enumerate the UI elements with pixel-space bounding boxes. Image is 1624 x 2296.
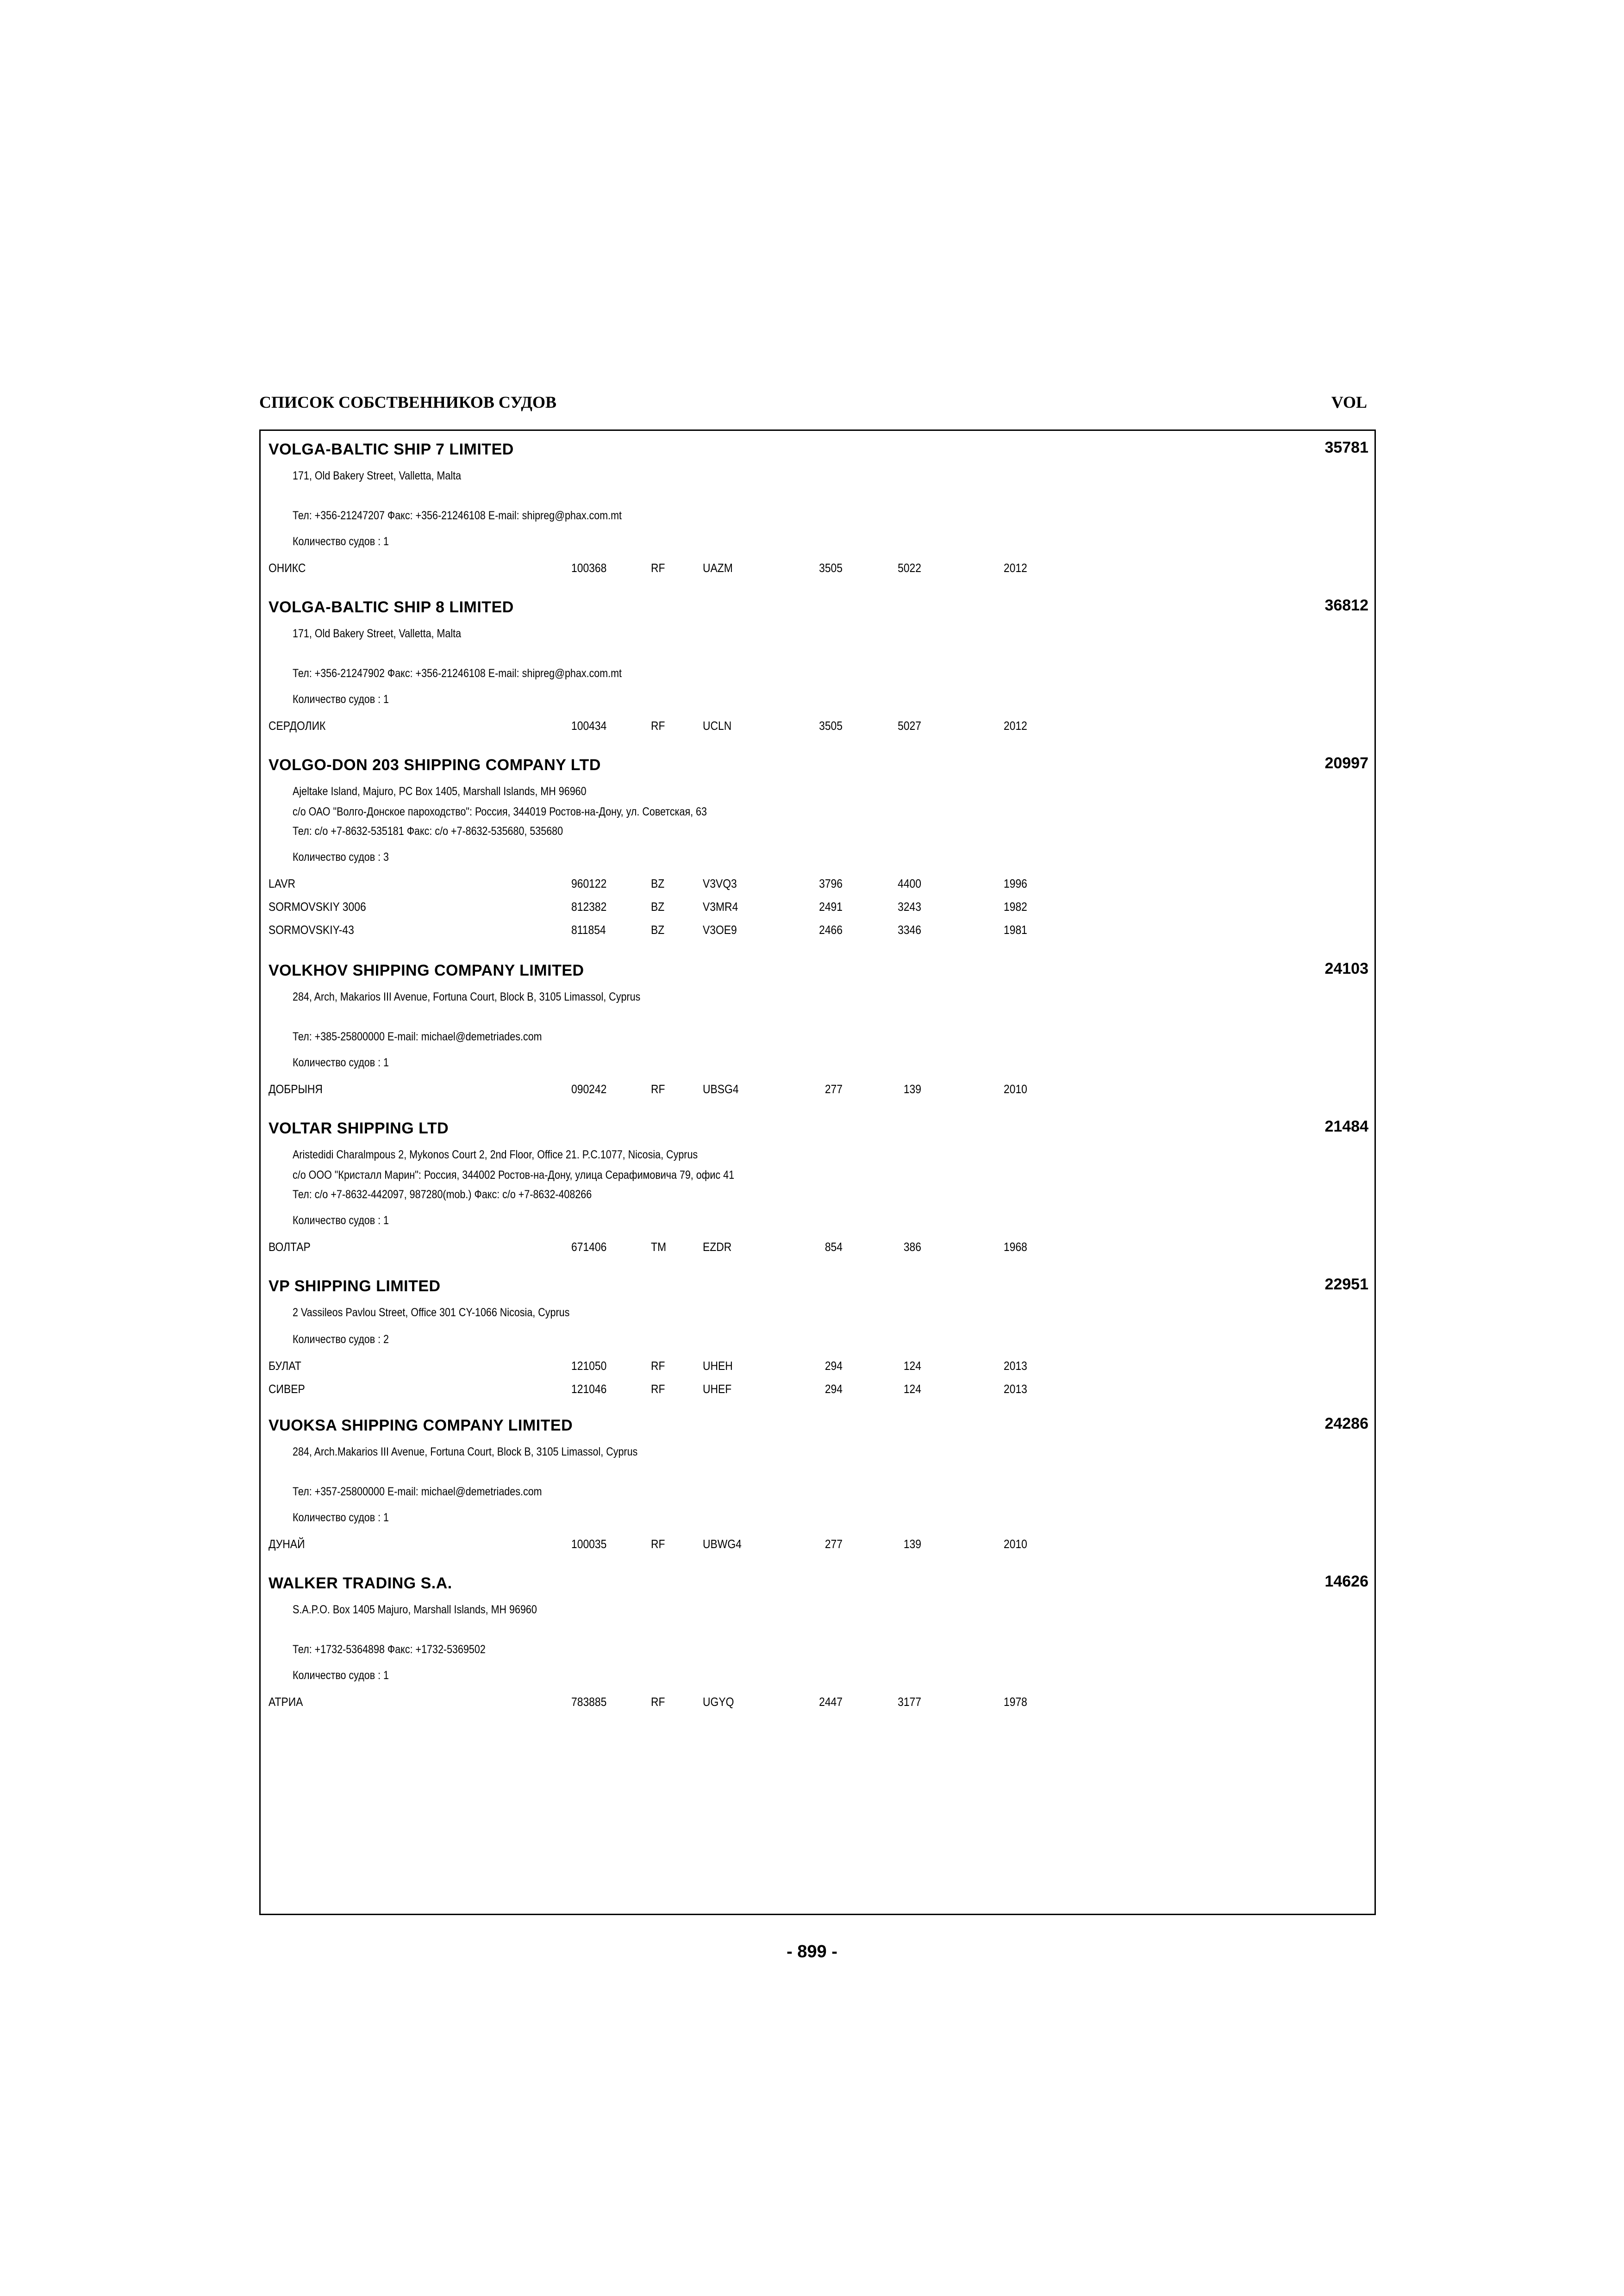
owner-name: VOLGO-DON 203 SHIPPING COMPANY LTD xyxy=(269,756,601,774)
vessel-flag: RF xyxy=(651,1382,665,1396)
vessel-row xyxy=(269,923,1287,938)
vessel-flag: RF xyxy=(651,1537,665,1551)
vessel-name: АТРИА xyxy=(269,1695,303,1709)
owner-detail-line: Тел: +1732-5364898 Факс: +1732-5369502 xyxy=(293,1643,486,1656)
vessel-year: 1996 xyxy=(1004,877,1027,890)
vessel-number: 783885 xyxy=(571,1695,607,1709)
vessel-deadweight: 5022 xyxy=(898,561,921,575)
owner-name: VUOKSA SHIPPING COMPANY LIMITED xyxy=(269,1417,573,1434)
page-number: - 899 - xyxy=(787,1942,837,1961)
vessel-name: ДУНАЙ xyxy=(269,1537,305,1551)
owner-detail-line: 284, Arch, Makarios III Avenue, Fortuna Court, Block B, 3105 Limassol, Cyprus xyxy=(293,990,641,1003)
owner-detail-line: Тел: +357-25800000 E-mail: michael@demetriades.com xyxy=(293,1485,542,1498)
vessel-flag: BZ xyxy=(651,923,665,937)
vessel-flag: TM xyxy=(651,1240,667,1254)
vessel-flag: BZ xyxy=(651,877,665,890)
vessel-year: 1981 xyxy=(1004,923,1027,937)
owner-id: 21484 xyxy=(1324,1118,1368,1135)
vessel-year: 2010 xyxy=(1004,1537,1027,1551)
vessel-year: 1978 xyxy=(1004,1695,1027,1709)
vessel-flag: RF xyxy=(651,1082,665,1096)
vessel-callsign: UHEH xyxy=(703,1359,733,1373)
vessel-gross-tonnage: 3505 xyxy=(819,561,843,575)
vessel-number: 090242 xyxy=(571,1082,607,1096)
vessel-deadweight: 139 xyxy=(903,1082,921,1096)
owner-detail-line: c/o ОАО "Волго-Донское пароходство": Россия, 344019 Ростов-на-Дону, ул. Советская, 63 xyxy=(293,805,707,818)
owner-id: 36812 xyxy=(1324,597,1368,614)
owner-id: 35781 xyxy=(1324,439,1368,456)
vessel-callsign: UBWG4 xyxy=(703,1537,742,1551)
vessel-gross-tonnage: 854 xyxy=(824,1240,843,1254)
vessel-gross-tonnage: 3505 xyxy=(819,719,843,733)
owner-detail-line: Тел: c/o +7-8632-442097, 987280(mob.) Факс: c/o +7-8632-408266 xyxy=(293,1188,592,1201)
vessel-row xyxy=(269,900,1287,915)
vessel-gross-tonnage: 3796 xyxy=(819,877,843,890)
vessel-number: 671406 xyxy=(571,1240,607,1254)
owner-name: VOLGA-BALTIC SHIP 7 LIMITED xyxy=(269,441,514,458)
vessel-deadweight: 124 xyxy=(903,1382,921,1396)
owner-id: 20997 xyxy=(1324,754,1368,772)
owner-detail-line: 2 Vassileos Pavlou Street, Office 301 CY-1066 Nicosia, Cyprus xyxy=(293,1306,570,1319)
owner-name: VOLKHOV SHIPPING COMPANY LIMITED xyxy=(269,962,584,979)
page-title: СПИСОК СОБСТВЕННИКОВ СУДОВ xyxy=(259,393,557,411)
owner-detail-line: Тел: +385-25800000 E-mail: michael@demetriades.com xyxy=(293,1030,542,1043)
vessel-deadweight: 386 xyxy=(903,1240,921,1254)
vessel-year: 1982 xyxy=(1004,900,1027,914)
vessel-name: ВОЛТАР xyxy=(269,1240,311,1254)
owner-detail-line: 171, Old Bakery Street, Valletta, Malta xyxy=(293,469,462,482)
owner-detail-line: S.A.P.O. Box 1405 Majuro, Marshall Islands, MH 96960 xyxy=(293,1603,537,1616)
vessel-callsign: V3MR4 xyxy=(703,900,738,914)
vessel-name: SORMOVSKIY-43 xyxy=(269,923,354,937)
owner-id: 24103 xyxy=(1324,960,1368,977)
section-code: VOL xyxy=(1331,393,1367,411)
vessel-row xyxy=(269,561,1287,576)
vessel-count: Количество судов : 1 xyxy=(293,1056,389,1069)
vessel-year: 2013 xyxy=(1004,1382,1027,1396)
vessel-row xyxy=(269,1359,1287,1374)
vessel-callsign: EZDR xyxy=(703,1240,732,1254)
vessel-row xyxy=(269,1382,1287,1397)
vessel-deadweight: 124 xyxy=(903,1359,921,1373)
vessel-number: 100434 xyxy=(571,719,607,733)
vessel-flag: RF xyxy=(651,719,665,733)
vessel-name: СЕРДОЛИК xyxy=(269,719,326,733)
vessel-deadweight: 3346 xyxy=(898,923,921,937)
vessel-name: ДОБРЫНЯ xyxy=(269,1082,323,1096)
vessel-number: 100368 xyxy=(571,561,607,575)
vessel-flag: RF xyxy=(651,1695,665,1709)
vessel-year: 2010 xyxy=(1004,1082,1027,1096)
owner-name: VOLTAR SHIPPING LTD xyxy=(269,1120,449,1137)
vessel-name: СИВЕР xyxy=(269,1382,305,1396)
vessel-flag: BZ xyxy=(651,900,665,914)
vessel-callsign: UBSG4 xyxy=(703,1082,739,1096)
vessel-number: 100035 xyxy=(571,1537,607,1551)
vessel-count: Количество судов : 1 xyxy=(293,535,389,548)
vessel-row xyxy=(269,1240,1287,1255)
vessel-count: Количество судов : 2 xyxy=(293,1333,389,1346)
owner-detail-line: c/o ООО "Кристалл Марин": Россия, 344002 Ростов-на-Дону, улица Серафимовича 79, офис 41 xyxy=(293,1169,735,1182)
vessel-row xyxy=(269,1695,1287,1710)
vessel-flag: RF xyxy=(651,561,665,575)
vessel-callsign: UAZM xyxy=(703,561,733,575)
vessel-row xyxy=(269,719,1287,734)
owner-detail-line: Ajeltake Island, Majuro, PC Box 1405, Marshall Islands, MH 96960 xyxy=(293,785,587,798)
vessel-number: 121046 xyxy=(571,1382,607,1396)
vessel-count: Количество судов : 1 xyxy=(293,1669,389,1682)
vessel-deadweight: 139 xyxy=(903,1537,921,1551)
owner-detail-line: Aristedidi Charalmpous 2, Mykonos Court 2, 2nd Floor, Office 21. P.C.1077, Nicosia, Cyprus xyxy=(293,1148,698,1161)
vessel-deadweight: 3177 xyxy=(898,1695,921,1709)
vessel-callsign: UGYQ xyxy=(703,1695,734,1709)
vessel-year: 2012 xyxy=(1004,719,1027,733)
vessel-name: БУЛАТ xyxy=(269,1359,301,1373)
vessel-deadweight: 5027 xyxy=(898,719,921,733)
vessel-gross-tonnage: 277 xyxy=(824,1082,843,1096)
vessel-callsign: V3OE9 xyxy=(703,923,737,937)
vessel-gross-tonnage: 2491 xyxy=(819,900,843,914)
vessel-gross-tonnage: 294 xyxy=(824,1359,843,1373)
vessel-name: ОНИКС xyxy=(269,561,306,575)
vessel-count: Количество судов : 1 xyxy=(293,1511,389,1524)
vessel-number: 960122 xyxy=(571,877,607,890)
vessel-number: 811854 xyxy=(571,923,606,937)
vessel-callsign: V3VQ3 xyxy=(703,877,737,890)
vessel-deadweight: 3243 xyxy=(898,900,921,914)
vessel-gross-tonnage: 2447 xyxy=(819,1695,843,1709)
vessel-row xyxy=(269,877,1287,891)
owner-name: WALKER TRADING S.A. xyxy=(269,1574,452,1592)
owner-name: VP SHIPPING LIMITED xyxy=(269,1277,441,1295)
owner-id: 14626 xyxy=(1324,1573,1368,1590)
vessel-row xyxy=(269,1537,1287,1552)
vessel-flag: RF xyxy=(651,1359,665,1373)
vessel-callsign: UCLN xyxy=(703,719,732,733)
owner-detail-line: 284, Arch.Makarios III Avenue, Fortuna Court, Block B, 3105 Limassol, Cyprus xyxy=(293,1445,638,1458)
vessel-gross-tonnage: 277 xyxy=(824,1537,843,1551)
owner-id: 24286 xyxy=(1324,1415,1368,1432)
vessel-row xyxy=(269,1082,1287,1097)
vessel-gross-tonnage: 2466 xyxy=(819,923,843,937)
owner-detail-line: Тел: c/o +7-8632-535181 Факс: c/o +7-8632-535680, 535680 xyxy=(293,825,563,838)
vessel-year: 2012 xyxy=(1004,561,1027,575)
vessel-number: 812382 xyxy=(571,900,607,914)
vessel-name: LAVR xyxy=(269,877,296,890)
owner-detail-line: 171, Old Bakery Street, Valletta, Malta xyxy=(293,627,462,640)
vessel-year: 2013 xyxy=(1004,1359,1027,1373)
owner-name: VOLGA-BALTIC SHIP 8 LIMITED xyxy=(269,598,514,616)
vessel-name: SORMOVSKIY 3006 xyxy=(269,900,366,914)
vessel-count: Количество судов : 1 xyxy=(293,1214,389,1227)
vessel-gross-tonnage: 294 xyxy=(824,1382,843,1396)
vessel-count: Количество судов : 1 xyxy=(293,693,389,706)
vessel-deadweight: 4400 xyxy=(898,877,921,890)
owner-detail-line: Тел: +356-21247902 Факс: +356-21246108 E-mail: shipreg@phax.com.mt xyxy=(293,667,622,680)
vessel-year: 1968 xyxy=(1004,1240,1027,1254)
vessel-callsign: UHEF xyxy=(703,1382,732,1396)
vessel-number: 121050 xyxy=(571,1359,607,1373)
owner-id: 22951 xyxy=(1324,1276,1368,1293)
vessel-count: Количество судов : 3 xyxy=(293,851,389,864)
owner-detail-line: Тел: +356-21247207 Факс: +356-21246108 E-mail: shipreg@phax.com.mt xyxy=(293,509,622,522)
